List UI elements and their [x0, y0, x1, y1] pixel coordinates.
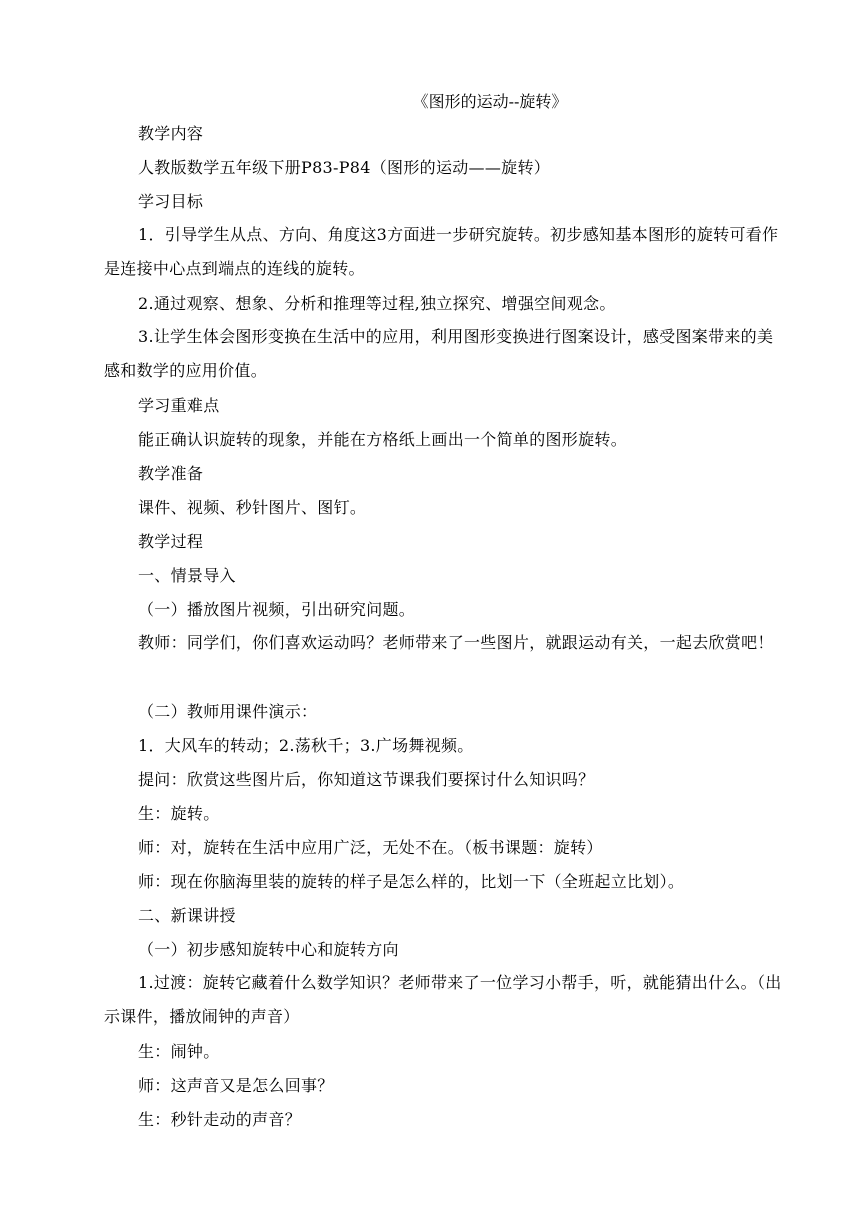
teacher-line-2: 师：对，旋转在生活中应用广泛，无处不在。（板书课题：旋转） [138, 838, 603, 857]
section-1-heading: 一、情景导入 [138, 566, 236, 585]
subsection-2-heading: （二）教师用课件演示： [138, 702, 318, 721]
demo-list: 1．大风车的转动；2.荡秋千；3.广场舞视频。 [138, 736, 474, 755]
student-line-1: 生：旋转。 [138, 804, 220, 823]
teaching-content-text: 人教版数学五年级下册P83-P84（图形的运动——旋转） [138, 158, 551, 177]
key-points-text: 能正确认识旋转的现象，并能在方格纸上画出一个简单的图形旋转。 [138, 430, 628, 449]
subsection-3-heading: （一）初步感知旋转中心和旋转方向 [138, 940, 399, 959]
section-2-heading: 二、新课讲授 [138, 906, 236, 925]
preparation-text: 课件、视频、秒针图片、图钉。 [138, 498, 367, 517]
student-line-2: 生：闹钟。 [138, 1042, 220, 1061]
key-points-heading: 学习重难点 [138, 396, 220, 415]
transition-paragraph: 1.过渡：旋转它藏着什么数学知识？老师带来了一位学习小帮手，听，就能猜出什么。（出示课件，播放闹钟的声音） [104, 973, 782, 1026]
preparation-heading: 教学准备 [138, 464, 204, 483]
goals-heading: 学习目标 [138, 192, 204, 211]
teacher-line-3: 师：现在你脑海里装的旋转的样子是怎么样的，比划一下（全班起立比划）。 [138, 872, 685, 891]
goal-1-paragraph: 1．引导学生从点、方向、角度这3方面进一步研究旋转。初步感知基本图形的旋转可看作是连接中心点到端点的连线的旋转。 [104, 225, 779, 278]
teacher-line-4: 师：这声音又是怎么回事？ [138, 1076, 334, 1095]
teacher-line-1: 教师：同学们，你们喜欢运动吗？老师带来了一些图片，就跟运动有关，一起去欣赏吧！ [138, 633, 774, 652]
goal-3-paragraph: 3.让学生体会图形变换在生活中的应用，利用图形变换进行图案设计，感受图案带来的美感和数学的应用价值。 [104, 327, 774, 380]
subsection-1-heading: （一）播放图片视频，引出研究问题。 [138, 600, 416, 619]
goal-2-paragraph: 2.通过观察、想象、分析和推理等过程,独立探究、增强空间观念。 [138, 294, 616, 313]
teaching-content-heading: 教学内容 [138, 124, 204, 143]
question-line: 提问：欣赏这些图片后，你知道这节课我们要探讨什么知识吗？ [138, 770, 595, 789]
process-heading: 教学过程 [138, 532, 204, 551]
document-title: 《图形的运动--旋转》 [412, 92, 568, 111]
student-line-3: 生：秒针走动的声音？ [138, 1110, 302, 1129]
